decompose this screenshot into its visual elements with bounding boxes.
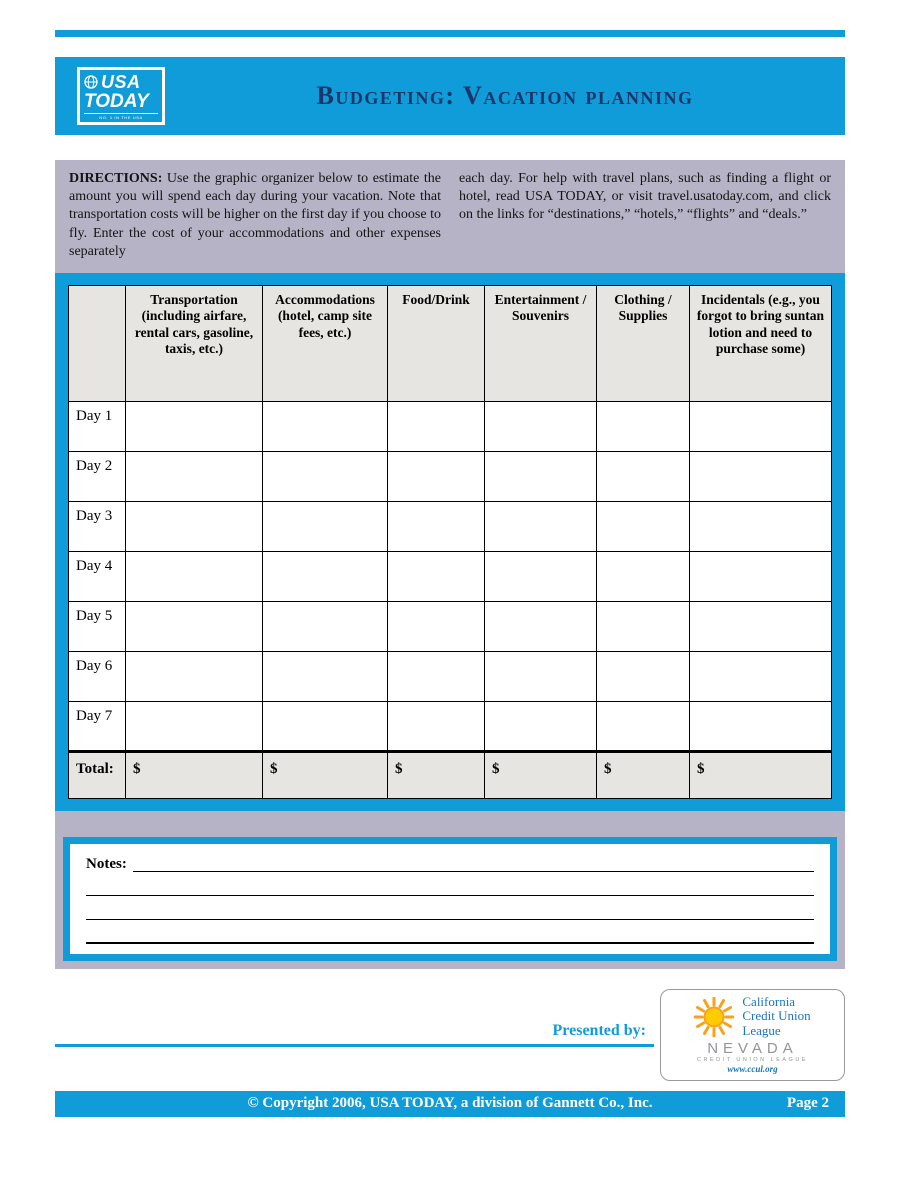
day-label: Day 7 <box>69 701 126 751</box>
page-title: Budgeting: Vacation planning <box>316 81 694 110</box>
entry-cell <box>485 451 597 501</box>
entry-cell <box>388 651 485 701</box>
entry-cell <box>388 451 485 501</box>
corner-cell <box>69 285 126 401</box>
table-row <box>69 651 832 701</box>
notes-line <box>86 920 814 944</box>
footer-copyright: © Copyright 2006, USA TODAY, a division of Gannett Co., Inc. <box>247 1095 653 1112</box>
entry-cell <box>690 601 832 651</box>
sun-icon <box>694 997 734 1037</box>
sponsor-name <box>742 995 810 1039</box>
day-label: Day 6 <box>69 651 126 701</box>
entry-cell <box>388 501 485 551</box>
column-header: Clothing / Supplies <box>597 285 690 401</box>
column-header: Transportation (including airfare, rental cars, gasoline, taxis, etc.) <box>126 285 263 401</box>
total-label: Total: <box>69 751 126 798</box>
entry-cell <box>388 701 485 751</box>
notes-line <box>86 896 814 920</box>
sponsor-url: www.ccul.org <box>727 1063 778 1074</box>
entry-cell <box>597 551 690 601</box>
entry-cell <box>263 601 388 651</box>
sponsor-nevada-subtitle: CREDIT UNION LEAGUE <box>697 1057 808 1064</box>
total-cell: $ <box>126 751 263 798</box>
budget-table <box>68 285 832 799</box>
table-row <box>69 601 832 651</box>
top-accent-stripe <box>55 30 845 37</box>
entry-cell <box>485 401 597 451</box>
presented-by-rule <box>55 1022 654 1047</box>
globe-icon <box>84 75 98 89</box>
entry-cell <box>263 551 388 601</box>
notes-line <box>133 854 814 872</box>
day-label: Day 5 <box>69 601 126 651</box>
entry-cell <box>126 601 263 651</box>
entry-cell <box>263 701 388 751</box>
notes-box <box>63 837 837 961</box>
sponsor-name-line: California <box>742 993 796 1009</box>
entry-cell <box>597 401 690 451</box>
entry-cell <box>388 551 485 601</box>
entry-cell <box>126 651 263 701</box>
entry-cell <box>485 701 597 751</box>
sponsor-nevada: NEVADA <box>707 1039 798 1057</box>
footer-bar <box>55 1091 845 1117</box>
directions-left-column <box>69 170 441 261</box>
column-header: Food/Drink <box>388 285 485 401</box>
entry-cell <box>126 551 263 601</box>
table-row <box>69 701 832 751</box>
sponsor-name-line: Credit Union <box>742 1008 811 1024</box>
total-cell: $ <box>388 751 485 798</box>
table-header-row <box>69 285 832 401</box>
entry-cell <box>263 451 388 501</box>
budget-table-container <box>55 273 845 811</box>
notes-label: Notes: <box>86 855 127 872</box>
entry-cell <box>597 501 690 551</box>
total-cell: $ <box>485 751 597 798</box>
logo-tagline: NO. 1 IN THE USA <box>84 113 158 120</box>
logo-usa-text: USA <box>101 71 141 92</box>
column-header: Incidentals (e.g., you forgot to bring suntan lotion and need to purchase some) <box>690 285 832 401</box>
entry-cell <box>597 451 690 501</box>
worksheet-panel <box>55 160 845 969</box>
presented-by-section <box>55 989 845 1081</box>
entry-cell <box>263 651 388 701</box>
day-label: Day 3 <box>69 501 126 551</box>
entry-cell <box>597 651 690 701</box>
total-cell: $ <box>263 751 388 798</box>
entry-cell <box>597 601 690 651</box>
table-row <box>69 551 832 601</box>
directions-right-column <box>459 170 831 261</box>
directions-block <box>55 168 845 269</box>
directions-label: DIRECTIONS: <box>69 171 163 186</box>
day-label: Day 2 <box>69 451 126 501</box>
column-header: Accommodations (hotel, camp site fees, etc.) <box>263 285 388 401</box>
entry-cell <box>690 451 832 501</box>
sponsor-logo-card <box>660 989 845 1081</box>
entry-cell <box>690 501 832 551</box>
header-bar <box>55 57 845 135</box>
entry-cell <box>690 701 832 751</box>
entry-cell <box>690 651 832 701</box>
table-row <box>69 401 832 451</box>
table-body <box>69 401 832 798</box>
total-row <box>69 751 832 798</box>
table-row <box>69 501 832 551</box>
entry-cell <box>126 451 263 501</box>
directions-left-text: Use the graphic organizer below to estimate the amount you will spend each day during your vacation. Note that transportation costs will be higher on the first day if you choose to fly. Enter the cost of your accommodations and other expenses separately <box>69 171 441 259</box>
directions-right-text: each day. For help with travel plans, such as finding a flight or hotel, read USA TODAY, or visit travel.usatoday.com, and click on the links for “destinations,” “hotels,” “flights” and “deals.” <box>459 171 831 223</box>
entry-cell <box>597 701 690 751</box>
entry-cell <box>263 501 388 551</box>
total-cell: $ <box>597 751 690 798</box>
day-label: Day 1 <box>69 401 126 451</box>
entry-cell <box>485 551 597 601</box>
usa-today-logo <box>77 67 165 125</box>
entry-cell <box>485 651 597 701</box>
entry-cell <box>690 551 832 601</box>
logo-today-text: TODAY <box>84 90 149 112</box>
total-cell: $ <box>690 751 832 798</box>
entry-cell <box>485 601 597 651</box>
entry-cell <box>126 501 263 551</box>
entry-cell <box>485 501 597 551</box>
sponsor-name-line: League <box>742 1023 781 1039</box>
entry-cell <box>126 701 263 751</box>
footer-page-number: Page 2 <box>786 1095 829 1112</box>
presented-by-label: Presented by: <box>552 1022 646 1040</box>
page <box>55 30 845 1117</box>
notes-line <box>86 872 814 896</box>
entry-cell <box>263 401 388 451</box>
entry-cell <box>126 401 263 451</box>
day-label: Day 4 <box>69 551 126 601</box>
entry-cell <box>690 401 832 451</box>
table-row <box>69 451 832 501</box>
entry-cell <box>388 601 485 651</box>
entry-cell <box>388 401 485 451</box>
column-header: Entertainment / Souvenirs <box>485 285 597 401</box>
